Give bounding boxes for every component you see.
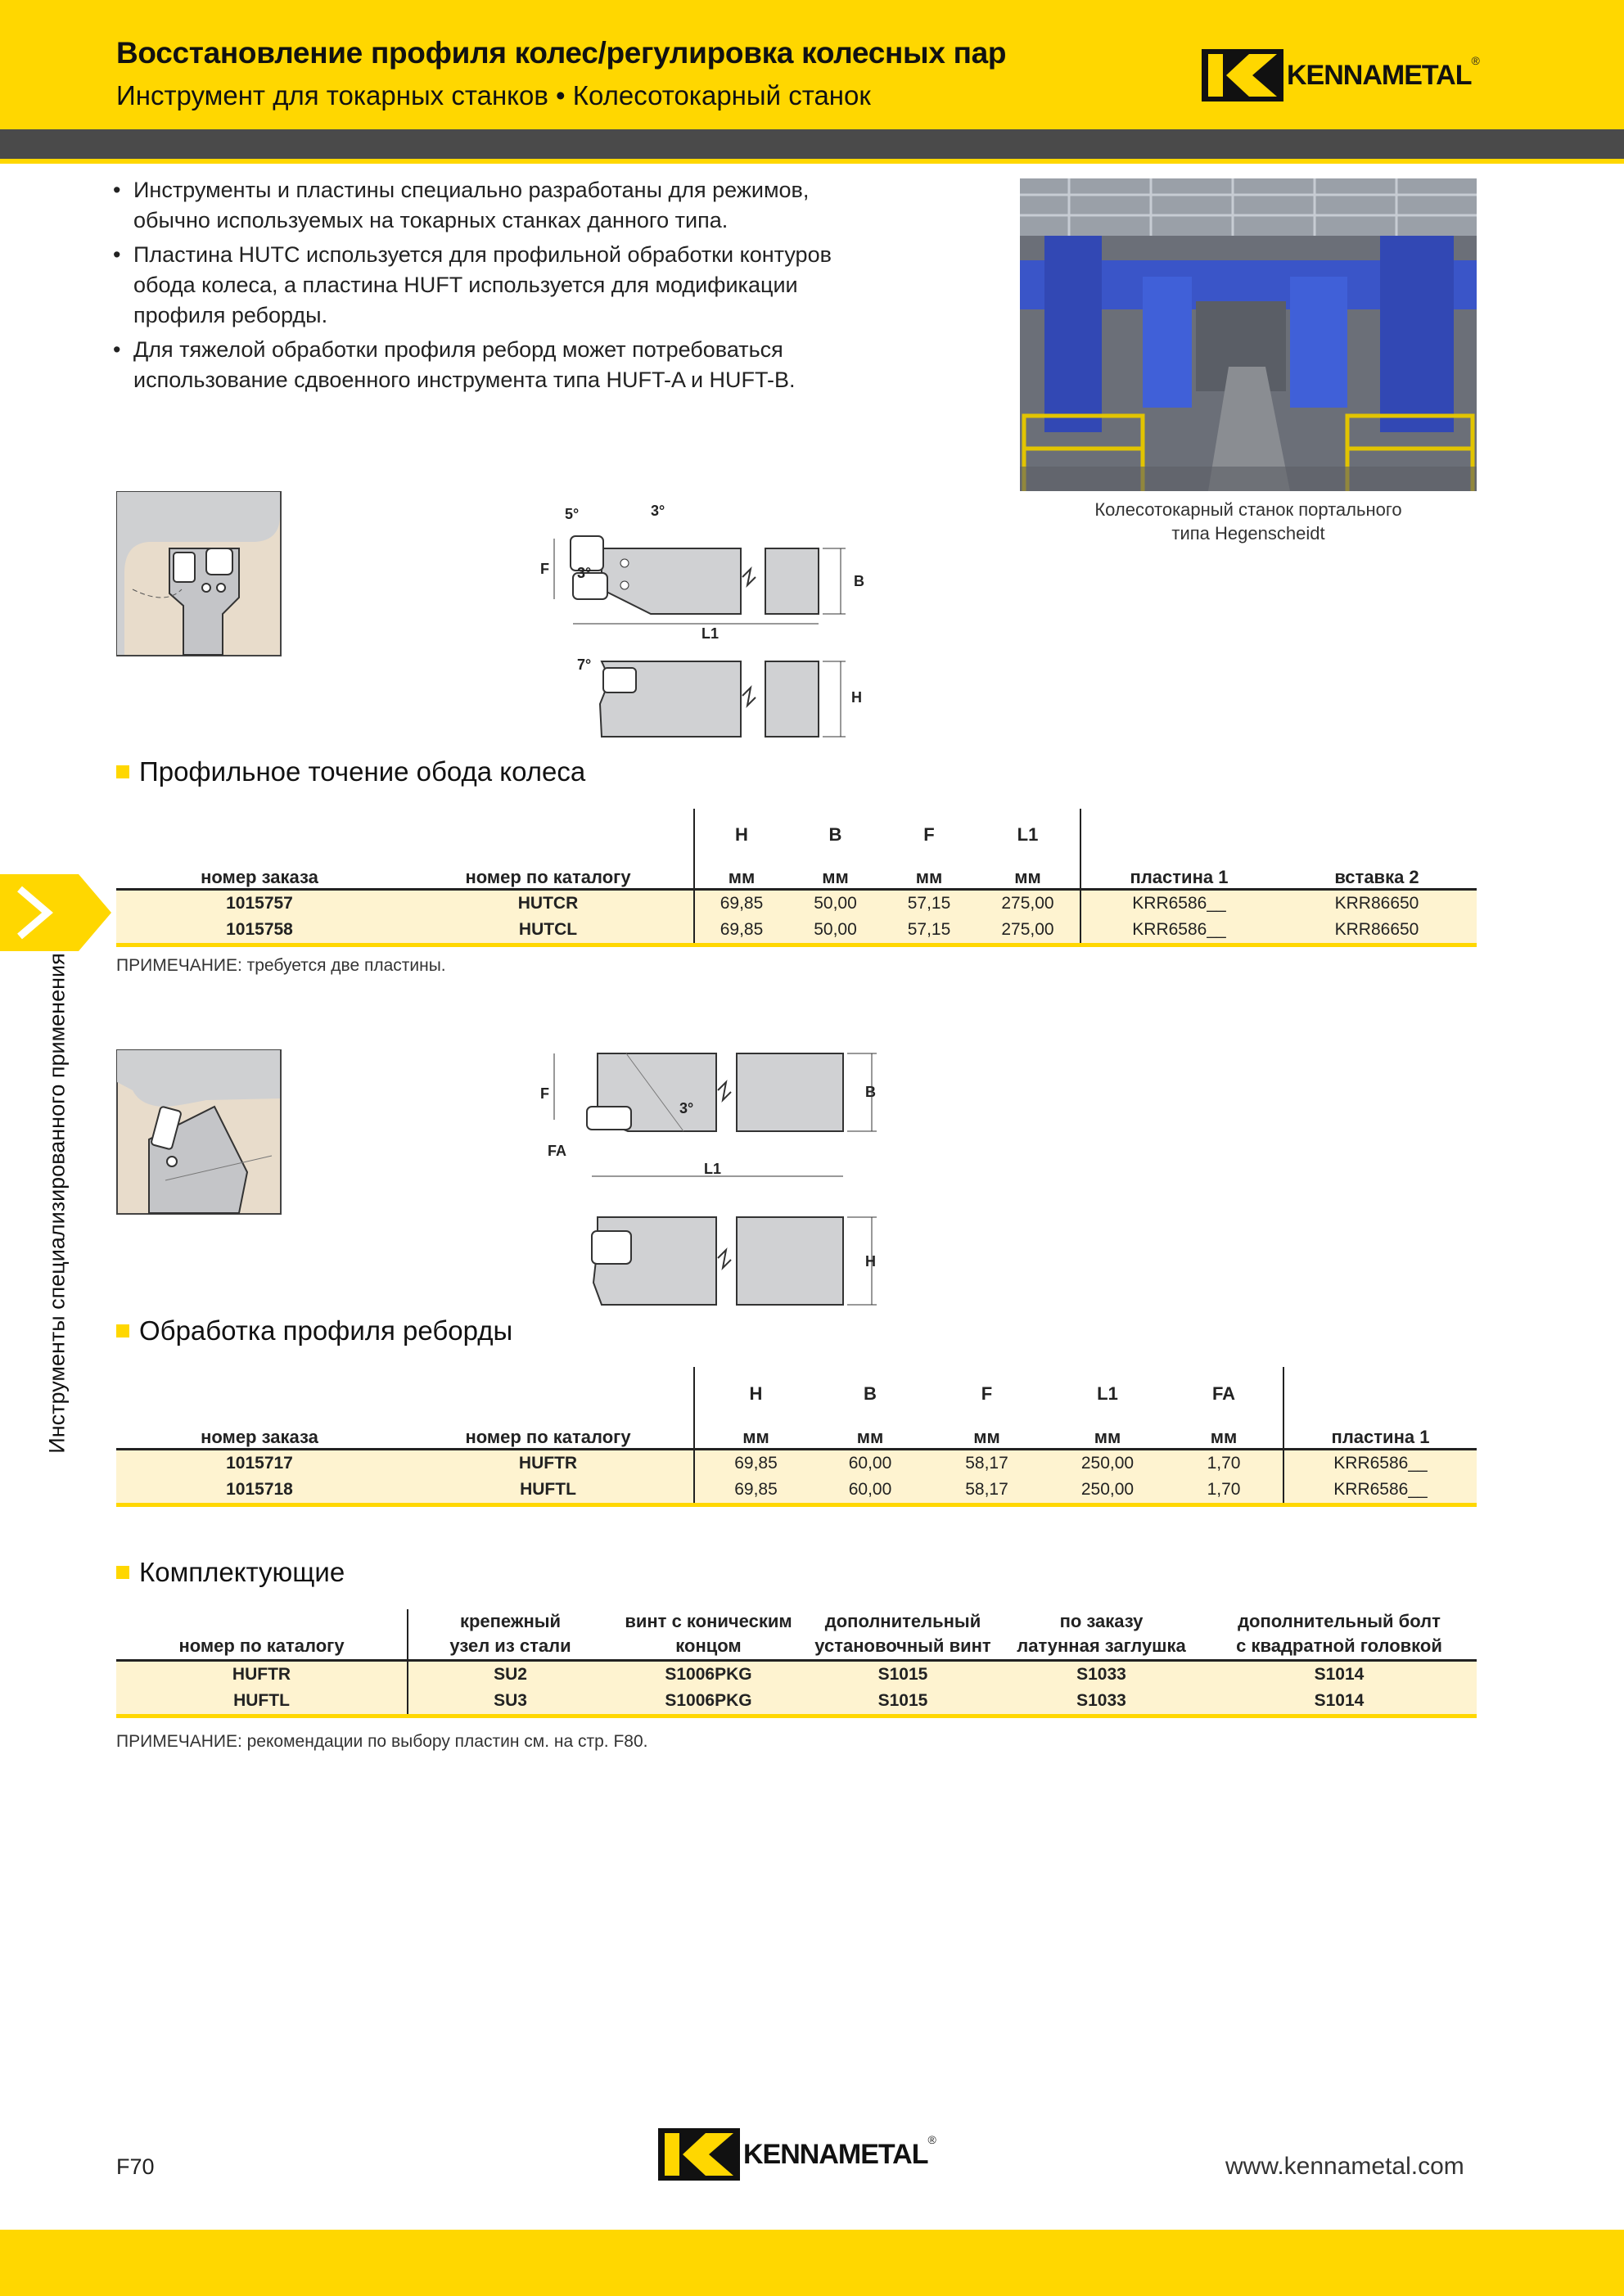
unit-mm: мм: [1210, 1426, 1238, 1447]
cell-L1: 250,00: [1080, 1453, 1135, 1473]
table-row: [116, 1477, 1477, 1504]
accessories-table: [116, 1609, 1477, 1718]
cell-F: 58,17: [965, 1453, 1008, 1473]
section-heading-accessories: [116, 1557, 345, 1588]
cell-bolt: S1014: [1314, 1690, 1365, 1710]
unit-mm: мм: [694, 861, 788, 889]
huft-dimension-drawing: [536, 1049, 880, 1315]
header-line: дополнительный болт: [1238, 1611, 1441, 1631]
cell-F: 58,17: [965, 1479, 1008, 1499]
table-note: ПРИМЕЧАНИЕ: требуется две пластины.: [116, 956, 446, 975]
header-line: винт с коническим: [625, 1611, 792, 1631]
hutc-dimension-drawing: [536, 491, 880, 749]
cell-plug: S1033: [1076, 1664, 1126, 1684]
unit-mm: мм: [1014, 866, 1041, 887]
col-catalog-number: номер по каталогу: [465, 1426, 631, 1447]
unit-mm: мм: [1094, 1426, 1121, 1447]
cell-catalog: HUFTL: [520, 1479, 576, 1499]
col-cone-point-screw: концом: [675, 1635, 742, 1657]
table-row: [116, 889, 1477, 917]
rim-profiling-table: [116, 809, 1477, 947]
cell-insert2: KRR86650: [1334, 919, 1419, 939]
cell-B: 50,00: [814, 893, 857, 913]
cell-catalog: HUFTL: [233, 1690, 290, 1710]
kennametal-k-icon: [1202, 49, 1283, 101]
cell-H: 69,85: [694, 917, 788, 945]
dim-FA-label: FA: [548, 1143, 567, 1159]
cell-order: 1015717: [226, 1453, 293, 1473]
cell-order: 1015757: [226, 893, 293, 913]
header-gray-strip: [0, 129, 1624, 159]
col-insert-1: пластина 1: [1080, 861, 1277, 889]
cell-insert1: KRR6586__: [1080, 917, 1277, 945]
cell-set-screw: S1015: [877, 1664, 928, 1684]
unit-mm: мм: [694, 1421, 817, 1449]
cell-order: 1015758: [226, 919, 293, 939]
col-order-number: номер заказа: [201, 866, 318, 887]
cell-plug: S1033: [1076, 1690, 1126, 1710]
photo-caption-line: Колесотокарный станок портального: [1094, 499, 1402, 520]
hutc-application-sketch: [116, 491, 282, 661]
side-section-label: Инструменты специализированного применения: [44, 953, 70, 1454]
table-row: [116, 1688, 1477, 1716]
cell-clamp: SU2: [408, 1660, 612, 1688]
col-square-head-bolt: с квадратной головкой: [1236, 1635, 1442, 1657]
cell-B: 60,00: [848, 1479, 892, 1499]
header-line: крепежный: [408, 1609, 612, 1634]
section-heading-rim-profiling: [116, 756, 585, 787]
dim-L1-label: L1: [704, 1161, 722, 1177]
col-catalog-number: номер по каталогу: [465, 866, 631, 887]
col-F: F: [923, 824, 935, 845]
unit-mm: мм: [915, 866, 943, 887]
angle-7-label: 7°: [577, 656, 592, 673]
brand-wordmark: KENNAMETAL: [743, 2138, 928, 2170]
cell-catalog: HUTCR: [517, 893, 579, 913]
cell-FA: 1,70: [1207, 1453, 1241, 1473]
dim-H-label: H: [851, 689, 862, 706]
col-F: F: [981, 1383, 993, 1404]
section-heading-flange-profiling: [116, 1315, 512, 1346]
angle-3-label: 3°: [679, 1100, 694, 1116]
page-subtitle: Инструмент для токарных станков • Колесотокарный станок: [116, 80, 871, 111]
yellow-square-icon: [116, 1324, 129, 1337]
col-H: H: [694, 1367, 817, 1421]
unit-mm: мм: [822, 866, 849, 887]
dim-F-label: F: [540, 1085, 549, 1102]
cell-catalog: HUFTR: [518, 1453, 578, 1473]
cell-screw: S1006PKG: [665, 1664, 752, 1684]
section-heading-text: Профильное точение обода колеса: [139, 756, 586, 787]
cell-B: 50,00: [814, 919, 857, 939]
registered-mark: ®: [1471, 54, 1480, 67]
col-B: B: [864, 1383, 877, 1404]
col-set-screw: установочный винт: [814, 1635, 991, 1657]
cell-H: 69,85: [694, 1449, 817, 1477]
cell-screw: S1006PKG: [665, 1690, 752, 1710]
header-line: по заказу: [1059, 1611, 1144, 1631]
col-L1: L1: [1017, 824, 1039, 845]
table-row: [116, 1660, 1477, 1688]
section-heading-text: Обработка профиля реборды: [139, 1315, 513, 1346]
cell-clamp: SU3: [408, 1688, 612, 1716]
unit-mm: мм: [856, 1426, 884, 1447]
photo-caption: [1020, 498, 1477, 545]
page-title: Восстановление профиля колес/регулировка колесных пар: [116, 36, 1007, 70]
col-brass-plug: латунная заглушка: [1017, 1635, 1186, 1657]
cell-insert1: KRR6586__: [1080, 889, 1277, 917]
col-L1: L1: [1097, 1383, 1118, 1404]
header-line: дополнительный: [824, 1611, 981, 1631]
cell-H: 69,85: [694, 1477, 817, 1504]
dim-H-label: H: [865, 1253, 876, 1270]
table-row: [116, 917, 1477, 945]
col-B: B: [828, 824, 842, 845]
intro-bullet-list: [113, 175, 866, 399]
cell-F: 57,15: [907, 893, 951, 913]
col-catalog-number: номер по каталогу: [178, 1635, 345, 1657]
cell-catalog: HUTCL: [518, 919, 578, 939]
kennametal-logo: [658, 2128, 936, 2181]
unit-mm: мм: [973, 1426, 1000, 1447]
bullet-item: • Инструменты и пластины специально разработаны для режимов, обычно используемых на токарных станках данного типа.: [113, 175, 866, 236]
bullet-item: • Пластина HUTC используется для профильной обработки контуров обода колеса, а пластина HUFT используется для модификации профиля реборды.: [113, 240, 866, 331]
angle-5-label: 5°: [565, 506, 580, 522]
website-link[interactable]: www.kennametal.com: [1225, 2153, 1464, 2180]
yellow-square-icon: [116, 765, 129, 778]
cell-H: 69,85: [694, 889, 788, 917]
table-note: ПРИМЕЧАНИЕ: рекомендации по выбору пластин см. на стр. F80.: [116, 1732, 648, 1751]
cell-catalog: HUFTR: [232, 1664, 291, 1684]
cell-insert1: KRR6586__: [1283, 1449, 1477, 1477]
cell-F: 57,15: [907, 919, 951, 939]
kennametal-k-icon: [658, 2128, 740, 2181]
header-yellow-strip: [0, 159, 1624, 164]
huft-application-sketch: [116, 1049, 282, 1219]
cell-L1: 250,00: [1080, 1479, 1135, 1499]
kennametal-logo: [1202, 49, 1480, 101]
col-order-number: номер заказа: [201, 1426, 318, 1447]
col-clamp-assembly: узел из стали: [408, 1634, 612, 1660]
dim-L1-label: L1: [701, 625, 720, 642]
section-heading-text: Комплектующие: [139, 1557, 345, 1587]
col-FA: FA: [1211, 1383, 1236, 1404]
registered-mark: ®: [927, 2133, 936, 2146]
page-number: F70: [116, 2154, 155, 2179]
dim-F-label: F: [540, 561, 549, 577]
section-tab-chevron-icon: [0, 874, 115, 955]
header-line: [116, 1609, 408, 1634]
wheel-lathe-photo: [1020, 178, 1477, 491]
cell-order: 1015718: [226, 1479, 293, 1499]
cell-set-screw: S1015: [877, 1690, 928, 1710]
cell-L1: 275,00: [1001, 919, 1054, 939]
cell-insert1: KRR6586__: [1283, 1477, 1477, 1504]
cell-L1: 275,00: [1001, 893, 1054, 913]
col-insert-1: пластина 1: [1283, 1421, 1477, 1449]
cell-B: 60,00: [848, 1453, 892, 1473]
flange-profiling-table: [116, 1367, 1477, 1507]
angle-3-top-label: 3°: [651, 503, 665, 519]
cell-insert2: KRR86650: [1334, 893, 1419, 913]
yellow-square-icon: [116, 1566, 129, 1579]
dim-B-label: B: [854, 573, 864, 589]
table-row: [116, 1449, 1477, 1477]
dim-B-label: B: [865, 1084, 876, 1100]
cell-bolt: S1014: [1314, 1664, 1365, 1684]
bullet-item: • Для тяжелой обработки профиля реборд может потребоваться использование сдвоенного инструмента типа HUFT-A и HUFT-B.: [113, 335, 866, 395]
col-H: H: [694, 809, 788, 861]
angle-3-side-label: 3°: [577, 565, 592, 581]
photo-caption-line: типа Hegenscheidt: [1171, 523, 1325, 544]
brand-wordmark: KENNAMETAL: [1287, 59, 1472, 91]
col-insert-2: вставка 2: [1334, 866, 1419, 887]
cell-FA: 1,70: [1207, 1479, 1241, 1499]
footer-band: [0, 2230, 1624, 2296]
